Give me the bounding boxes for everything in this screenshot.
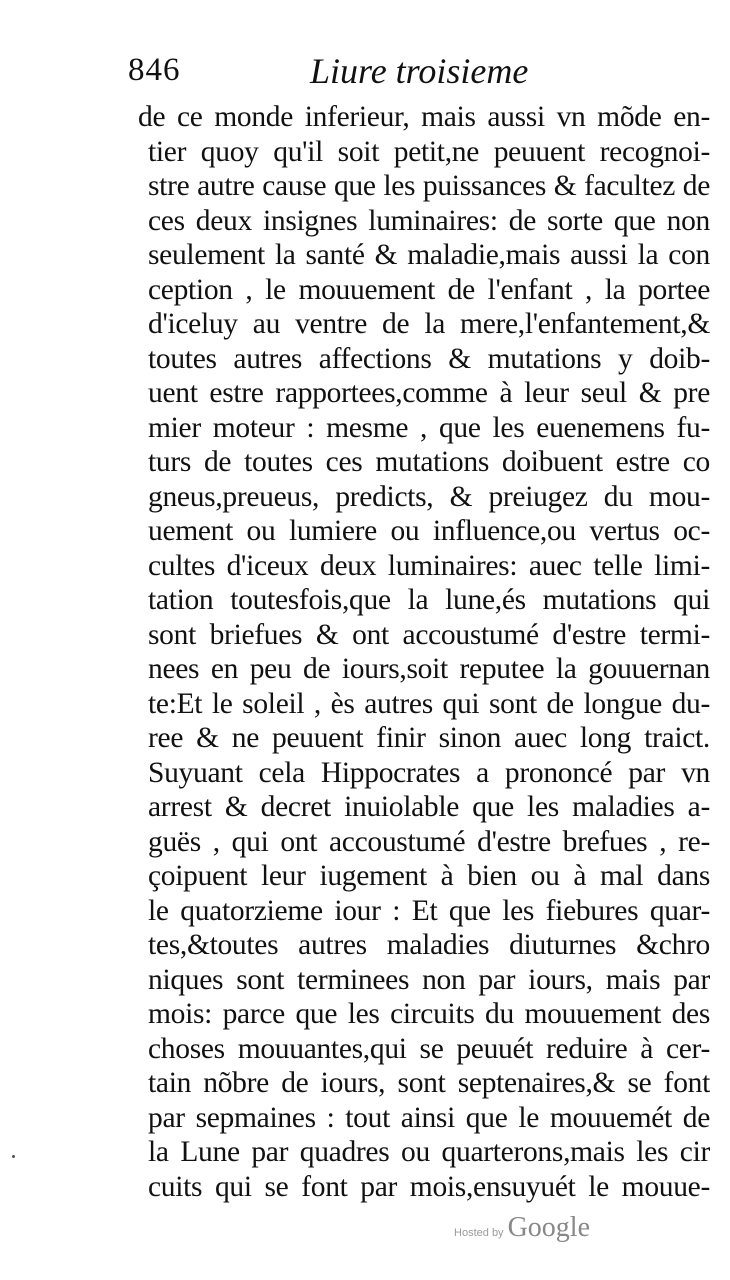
scan-watermark	[454, 1212, 590, 1244]
text-line: par sepmaines : tout ainsi que le mouuemét de	[148, 1101, 710, 1134]
text-line: choses mouuantes,qui se peuuét reduire à cer-	[148, 1032, 710, 1065]
paper-speck	[12, 1155, 15, 1158]
text-line: arrest & decret inuiolable que les maladies a-	[148, 791, 710, 823]
text-line: guës , qui ont accoustumé d'estre brefues , re-	[148, 825, 710, 858]
text-line: niques sont terminees non par iours, mais par	[148, 963, 710, 996]
running-title: Liure troisieme	[310, 51, 529, 91]
text-line: de ce monde inferieur, mais aussi vn mõde en-	[138, 101, 710, 133]
hosted-by-label: Hosted by	[454, 1227, 504, 1239]
page-header	[128, 52, 708, 102]
text-line: ces deux insignes luminaires: de sorte que non	[148, 204, 710, 237]
text-line: sont briefues & ont accoustumé d'estre termi-	[148, 618, 710, 651]
text-line: tain nõbre de iours, sont septenaires,& se font	[148, 1067, 710, 1099]
text-line: çoipuent leur iugement à bien ou à mal dans	[148, 860, 710, 892]
text-line: seulement la santé & maladie,mais aussi la con	[148, 239, 710, 271]
text-line: turs de toutes ces mutations doibuent estre co	[148, 446, 710, 478]
text-line: mier moteur : mesme , que les euenemens fu-	[148, 411, 710, 444]
text-line: gneus,preueus, predicts, & preiugez du mou-	[148, 480, 710, 513]
text-line: stre autre cause que les puissances & facultez de	[148, 170, 710, 202]
body-text	[138, 100, 710, 1204]
text-line: mois: parce que les circuits du mouuement des	[148, 998, 710, 1030]
text-line: Suyuant cela Hippocrates a prononcé par vn	[148, 756, 710, 789]
text-line: ree & ne peuuent finir sinon auec long traict.	[148, 722, 710, 754]
text-line: tation toutesfois,que la lune,és mutations qui	[148, 584, 710, 616]
text-line: toutes autres affections & mutations y doib-	[148, 342, 710, 375]
text-line: te:Et le soleil , ès autres qui sont de longue du-	[148, 687, 710, 720]
text-line: cultes d'iceux deux luminaires: auec telle limi-	[148, 549, 710, 582]
page-number: 846	[128, 52, 181, 88]
text-line: tes,&toutes autres maladies diuturnes &chro	[148, 929, 710, 961]
text-line: uent estre rapportees,comme à leur seul & pre	[148, 377, 710, 409]
text-line: uement ou lumiere ou influence,ou vertus oc-	[148, 515, 710, 547]
text-line: la Lune par quadres ou quarterons,mais les cir	[148, 1136, 710, 1168]
google-logo: Google	[507, 1212, 590, 1243]
text-line: ception , le mouuement de l'enfant , la portee	[148, 273, 710, 306]
text-line: cuits qui se font par mois,ensuyuét le mouue-	[148, 1170, 710, 1203]
text-line: tier quoy qu'il soit petit,ne peuuent recognoi-	[148, 135, 710, 168]
text-line: le quatorzieme iour : Et que les fiebures quar-	[148, 894, 710, 927]
text-line: d'iceluy au ventre de la mere,l'enfantement,&	[148, 308, 710, 340]
text-line: nees en peu de iours,soit reputee la gouuernan	[148, 653, 710, 685]
